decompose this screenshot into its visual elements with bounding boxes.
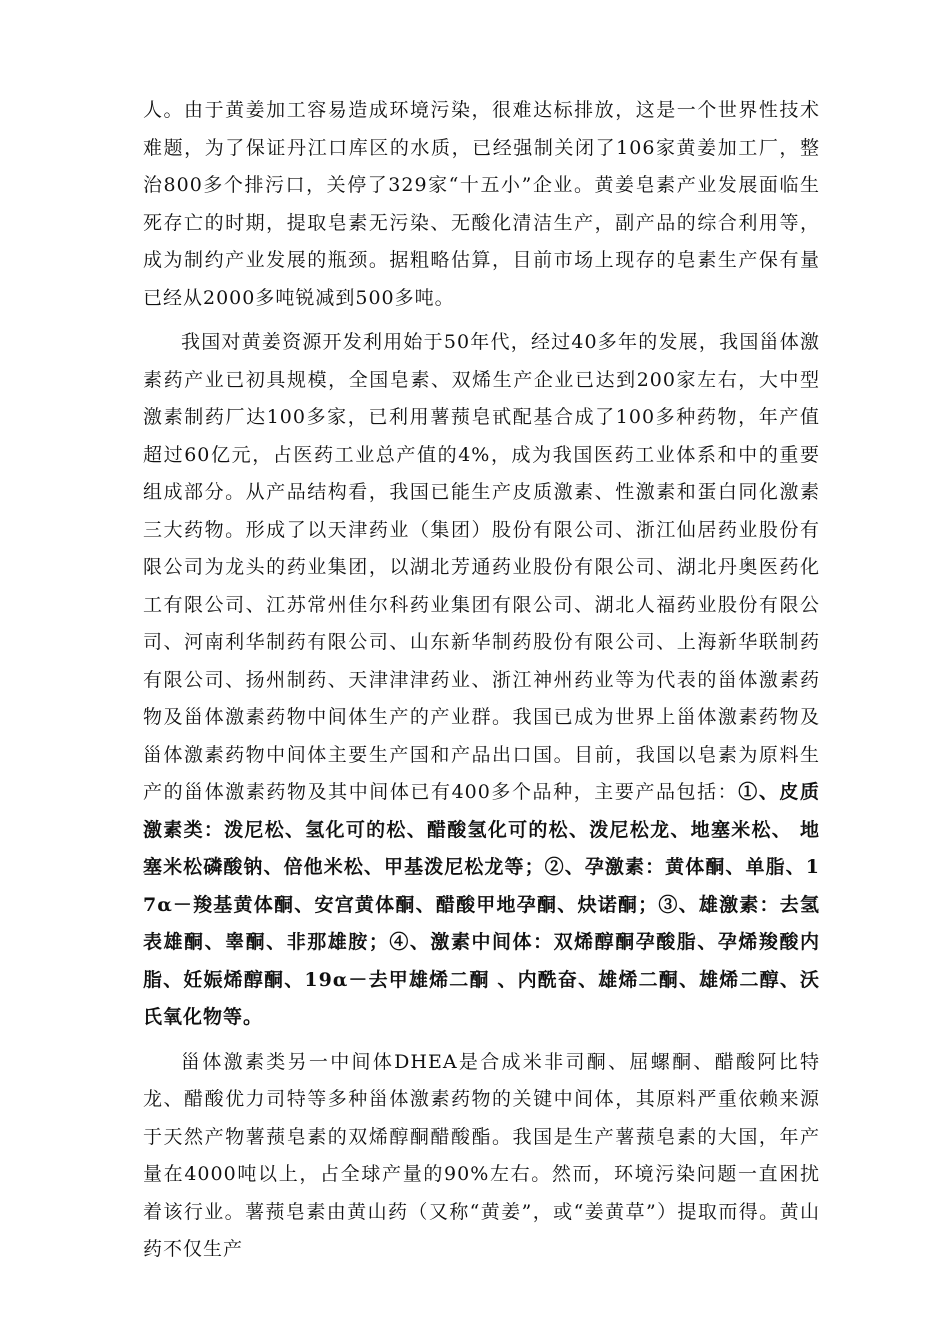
- paragraph-2: [143, 324, 820, 1037]
- paragraph-1-text: 人。由于黄姜加工容易造成环境污染，很难达标排放，这是一个世界性技术难题，为了保证丹江口库区的水质，已经强制关闭了106家黄姜加工厂，整治800多个排污口，关停了329家“十五小”企业。黄姜皂素产业发展面临生死存亡的时期，提取皂素无污染、无酸化清洁生产，副产品的综合利用等，成为制约产业发展的瓶颈。据粗略估算，目前市场上现存的皂素生产保有量已经从2000多吨锐减到500多吨。: [143, 99, 820, 309]
- paragraph-3-text: 甾体激素类另一中间体DHEA是合成米非司酮、屈螺酮、醋酸阿比特龙、醋酸优力司特等多种甾体激素药物的关键中间体，其原料严重依赖来源于天然产物薯蓣皂素的双烯醇酮醋酸酯。我国是生产薯蓣皂素的大国，年产量在4000吨以上，占全球产量的90%左右。然而，环境污染问题一直困扰着该行业。薯蓣皂素由黄山药（又称“黄姜”，或“姜黄草”）提取而得。黄山药不仅生产: [143, 1050, 820, 1260]
- document-body: [143, 92, 820, 1269]
- paragraph-1: [143, 92, 820, 317]
- paragraph-2-product-list: ①、皮质激素类：泼尼松、氢化可的松、醋酸氢化可的松、泼尼松龙、地塞米松、 地塞米松磷酸钠、倍他米松、甲基泼尼松龙等；②、孕激素：黄体酮、单脂、17α－羧基黄体酮、安宫黄体酮、醋酸甲地孕酮、炔诺酮；③、雄激素：去氢表雄酮、睾酮、非那雄胺；④、激素中间体：双烯醇酮孕酸脂、孕烯羧酸内脂、妊娠烯醇酮、19α－去甲雄烯二酮 、内酰奋、雄烯二酮、雄烯二醇、沃氏氧化物等。: [143, 781, 820, 1028]
- paragraph-2-text: 我国对黄姜资源开发利用始于50年代，经过40多年的发展，我国甾体激素药产业已初具规模，全国皂素、双烯生产企业已达到200家左右，大中型激素制药厂达100多家，已利用薯蓣皂甙配基合成了100多种药物，年产值超过60亿元，占医药工业总产值的4%，成为我国医药工业体系和中的重要组成部分。从产品结构看，我国已能生产皮质激素、性激素和蛋白同化激素三大药物。形成了以天津药业（集团）股份有限公司、浙江仙居药业股份有限公司为龙头的药业集团，以湖北芳通药业股份有限公司、湖北丹奥医药化工有限公司、江苏常州佳尔科药业集团有限公司、湖北人福药业股份有限公司、河南利华制药有限公司、山东新华制药股份有限公司、上海新华联制药有限公司、扬州制药、天津津津药业、浙江神州药业等为代表的甾体激素药物及甾体激素药物中间体生产的产业群。我国已成为世界上甾体激素药物及甾体激素药物中间体主要生产国和产品出口国。目前，我国以皂素为原料生产的甾体激素药物及其中间体已有400多个品种，主要产品包括：: [143, 331, 820, 803]
- paragraph-3: [143, 1044, 820, 1269]
